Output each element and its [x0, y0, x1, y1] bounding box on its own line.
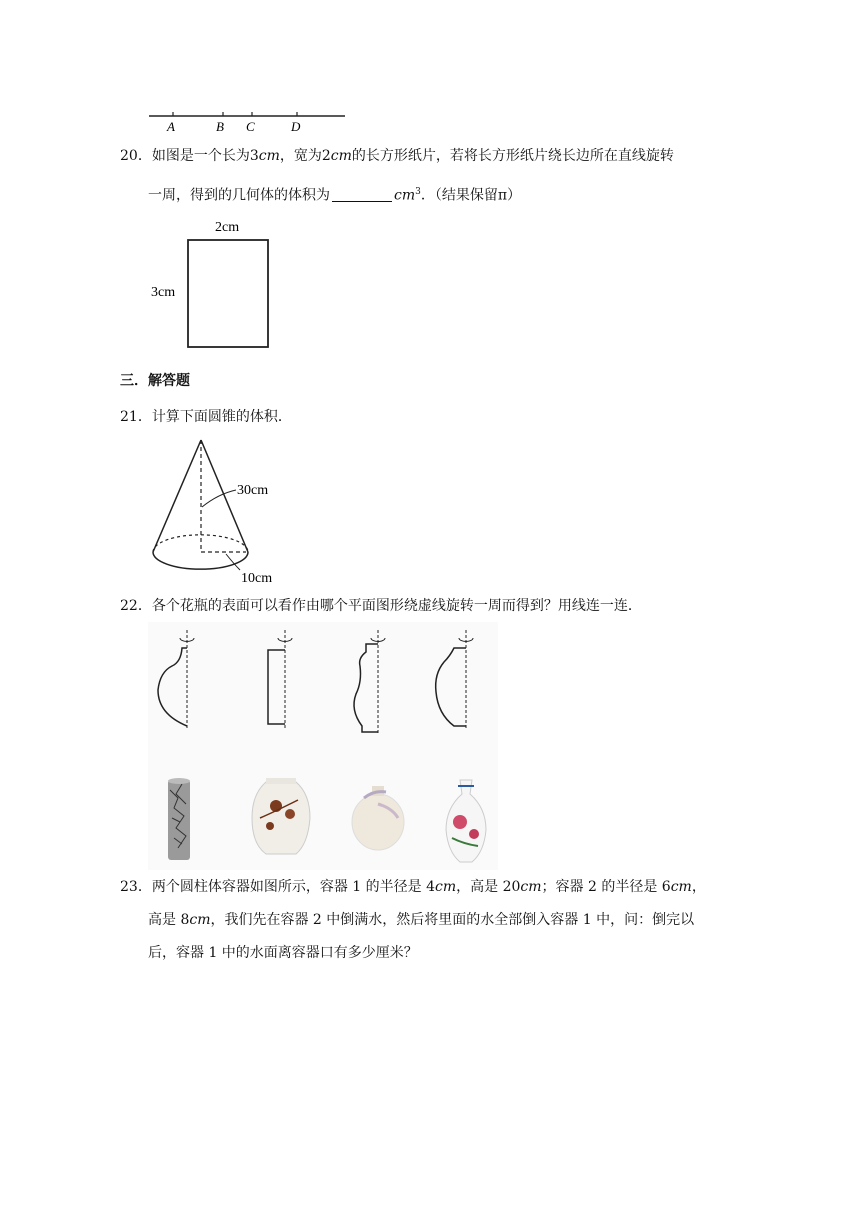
question-23-line-2: 高是 8cm，我们先在容器 2 中倒满水，然后将里面的水全部倒入容器 1 中，问：倒完以 — [148, 912, 695, 928]
question-22: 22．各个花瓶的表面可以看作由哪个平面图形绕虚线旋转一周而得到？用线连一连． — [120, 598, 642, 614]
question-20-line-2: 一周，得到的几何体的体积为 $cm^3$．（结果保留π） — [148, 187, 522, 204]
cone-figure — [148, 432, 288, 584]
height-label: 3cm — [151, 285, 176, 300]
vase-matching-figure — [148, 622, 498, 870]
number-line-figure — [145, 104, 355, 136]
height-leader — [202, 490, 236, 507]
question-23-line-3: 后，容器 1 中的水面离容器口有多少厘米？ — [148, 945, 418, 961]
question-number: 21． — [120, 409, 152, 425]
cone-left-edge — [153, 440, 201, 552]
point-label-d: D — [291, 119, 301, 134]
width-label: 2cm — [215, 220, 240, 235]
cone-base-back — [153, 535, 248, 552]
question-number: 23． — [120, 879, 152, 895]
question-21: 21．计算下面圆锥的体积． — [120, 409, 292, 425]
point-label-a: A — [167, 119, 175, 134]
section-title: 三．解答题 — [120, 373, 190, 389]
radius-label: 10cm — [241, 571, 273, 584]
question-number: 22． — [120, 598, 152, 614]
height-label: 30cm — [237, 483, 269, 498]
answer-blank[interactable] — [332, 187, 392, 202]
vase-photo-cylinder[interactable] — [168, 778, 190, 860]
question-number: 20． — [120, 148, 152, 164]
paper-rectangle — [188, 240, 268, 347]
cone-base-front — [153, 552, 248, 569]
point-label-c: C — [246, 119, 255, 134]
question-20-line-1: 20．如图是一个长为3cm，宽为2cm的长方形纸片，若将长方形纸片绕长边所在直线旋转 — [120, 148, 674, 164]
point-label-b: B — [216, 119, 224, 134]
rectangle-figure — [148, 212, 278, 354]
vase-photo-urn[interactable] — [252, 778, 310, 854]
question-23-line-1: 23．两个圆柱体容器如图所示，容器 1 的半径是 4cm，高是 20cm；容器 2 的半径是 6cm， — [120, 879, 706, 895]
